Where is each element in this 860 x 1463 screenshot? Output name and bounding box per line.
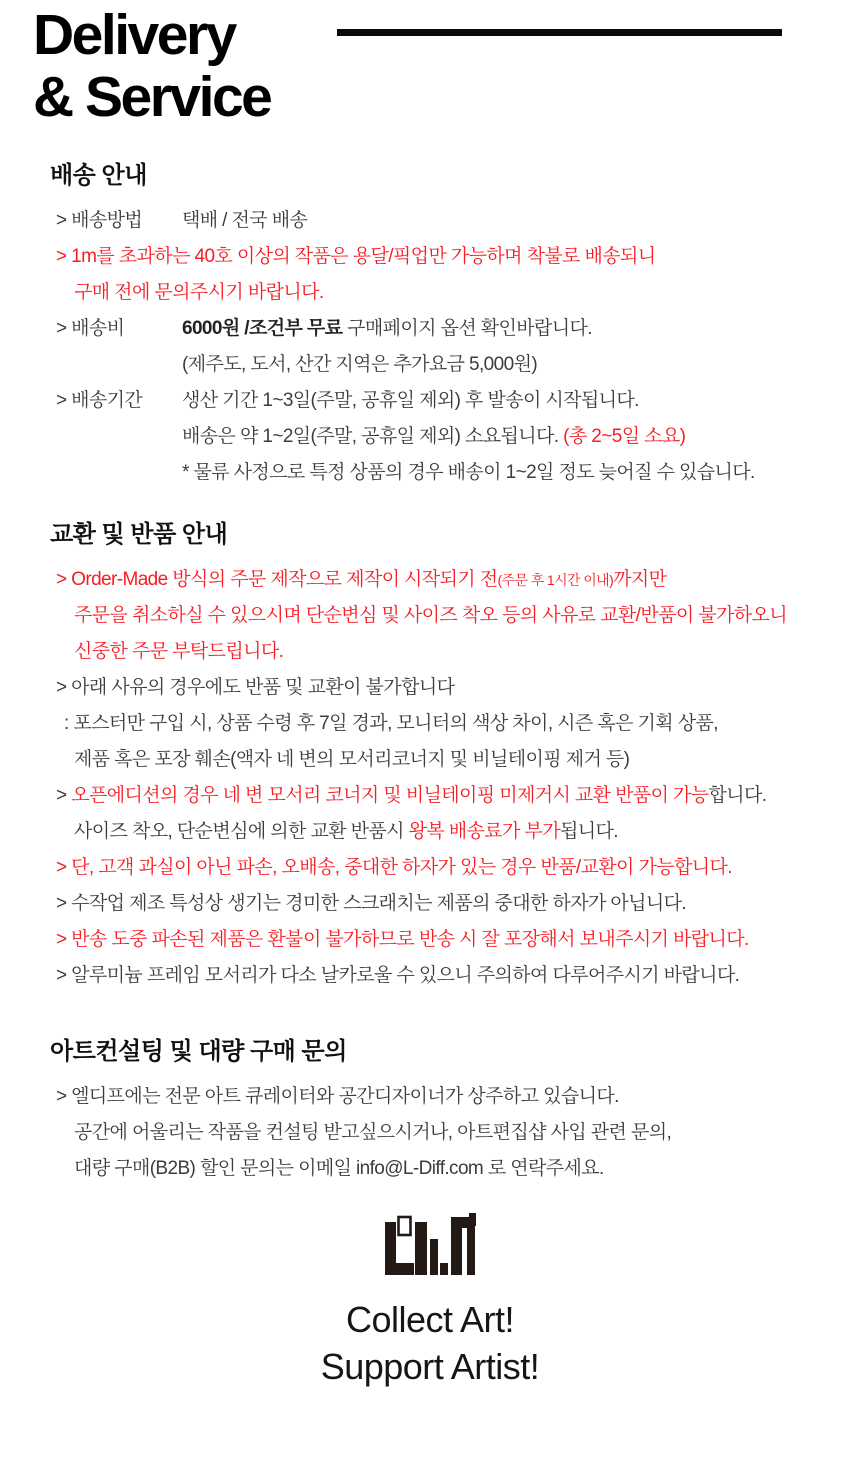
text-segment: 구매페이지 옵션 확인바랍니다. [342,318,592,339]
text-segment: > 1m를 초과하는 40호 이상의 작품은 용달/픽업만 가능하며 착불로 배송되니 [56,246,656,267]
info-line [182,419,830,455]
text-segment: 제품 혹은 포장 훼손(액자 네 변의 모서리코너지 및 비닐테이핑 제거 등) [74,749,630,770]
section-lines [50,562,830,994]
text-segment: 사이즈 착오, 단순변심에 의한 교환 반품시 [74,821,409,842]
page-title-line2: & Service [33,65,271,129]
section-heading: 아트컨설팅 및 대량 구매 문의 [50,1038,347,1065]
line-label: > 배송방법 [56,210,143,231]
text-segment: > 수작업 제조 특성상 생기는 경미한 스크래치는 제품의 중대한 하자가 아닙니다. [56,893,687,914]
text-segment: > 아래 사유의 경우에도 반품 및 교환이 불가합니다 [56,677,455,698]
text-segment: 택배 / 전국 배송 [182,210,308,231]
logo-wrap [0,1213,860,1280]
info-line [56,239,830,275]
page-title [33,4,860,128]
section-heading: 배송 안내 [50,162,147,189]
slogan [0,1296,860,1390]
text-segment: 오픈에디션의 경우 네 변 모서리 코너지 및 비닐테이핑 미제거시 교환 반품이 가능 [71,785,709,806]
text-segment: > [56,785,72,806]
text-segment: 구매 전에 문의주시기 바랍니다. [74,282,324,303]
section-heading: 교환 및 반품 안내 [50,521,228,548]
slogan-line1: Collect Art! [345,1299,515,1340]
info-line [74,598,830,634]
text-segment: > 엘디프에는 전문 아트 큐레이터와 공간디자이너가 상주하고 있습니다. [56,1086,619,1107]
info-line [56,203,830,239]
text-segment: (총 2~5일 소요) [563,426,686,447]
info-line [56,886,830,922]
info-line [56,670,830,706]
info-line [74,814,830,850]
section-2 [50,1038,830,1187]
text-segment: 공간에 어울리는 작품을 컨설팅 받고싶으시거나, 아트편집샵 사입 관련 문의, [74,1122,672,1143]
info-line [56,958,830,994]
info-line [182,347,830,383]
info-line [56,562,830,598]
info-line [64,706,830,742]
text-segment: > 단, 고객 과실이 아닌 파손, 오배송, 중대한 하자가 있는 경우 반품/교환이 가능합니다. [56,857,732,878]
ldiff-logo [382,1213,478,1275]
info-line [74,742,830,778]
text-segment: 주문을 취소하실 수 있으시며 단순변심 및 사이즈 착오 등의 사유로 교환/반품이 불가하오니 [74,605,788,626]
section-lines [50,203,830,491]
text-segment: 배송은 약 1~2일(주말, 공휴일 제외) 소요됩니다. [182,426,564,447]
line-label: > 배송비 [56,318,125,339]
text-segment: : 포스터만 구입 시, 상품 수령 후 7일 경과, 모니터의 색상 차이, 시즌 혹은 기획 상품, [64,713,718,734]
text-segment: > 알루미늄 프레임 모서리가 다소 날카로울 수 있으니 주의하여 다루어주시기 바랍니다. [56,965,740,986]
info-line [56,778,830,814]
text-segment: > Order-Made 방식의 주문 제작으로 제작이 시작되기 전 [56,569,498,590]
info-line [56,311,830,347]
text-segment: 생산 기간 1~3일(주말, 공휴일 제외) 후 발송이 시작됩니다. [182,390,639,411]
info-line [56,850,830,886]
info-line [56,1079,830,1115]
section-lines [50,1079,830,1187]
title-rule [337,29,782,36]
text-segment: 신중한 주문 부탁드립니다. [74,641,284,662]
text-segment: 됩니다. [559,821,618,842]
text-segment: 합니다. [708,785,767,806]
text-segment: > 반송 도중 파손된 제품은 환불이 불가하므로 반송 시 잘 포장해서 보내주시기 바랍니다. [56,929,749,950]
text-segment: 대량 구매(B2B) 할인 문의는 이메일 info@L-Diff.com 로 연락주세요. [74,1158,604,1179]
info-line [182,455,830,491]
text-segment: * 물류 사정으로 특정 상품의 경우 배송이 1~2일 정도 늦어질 수 있습니다. [182,462,755,483]
text-segment: (주문 후 1시간 이내) [497,572,614,588]
page-title-line1: Delivery [33,3,235,67]
slogan-line2: Support Artist! [320,1346,540,1387]
text-segment: 6000원 /조건부 무료 [182,318,343,339]
text-segment: 왕복 배송료가 부가 [408,821,560,842]
text-segment: 까지만 [613,569,667,590]
info-sections [0,162,860,1187]
info-line [74,275,830,311]
info-line [56,383,830,419]
info-line [74,1115,830,1151]
section-1 [50,521,830,994]
info-line [74,1151,830,1187]
text-segment: (제주도, 도서, 산간 지역은 추가요금 5,000원) [182,354,538,375]
line-label: > 배송기간 [56,390,143,411]
info-line [74,634,830,670]
section-0 [50,162,830,491]
info-line [56,922,830,958]
